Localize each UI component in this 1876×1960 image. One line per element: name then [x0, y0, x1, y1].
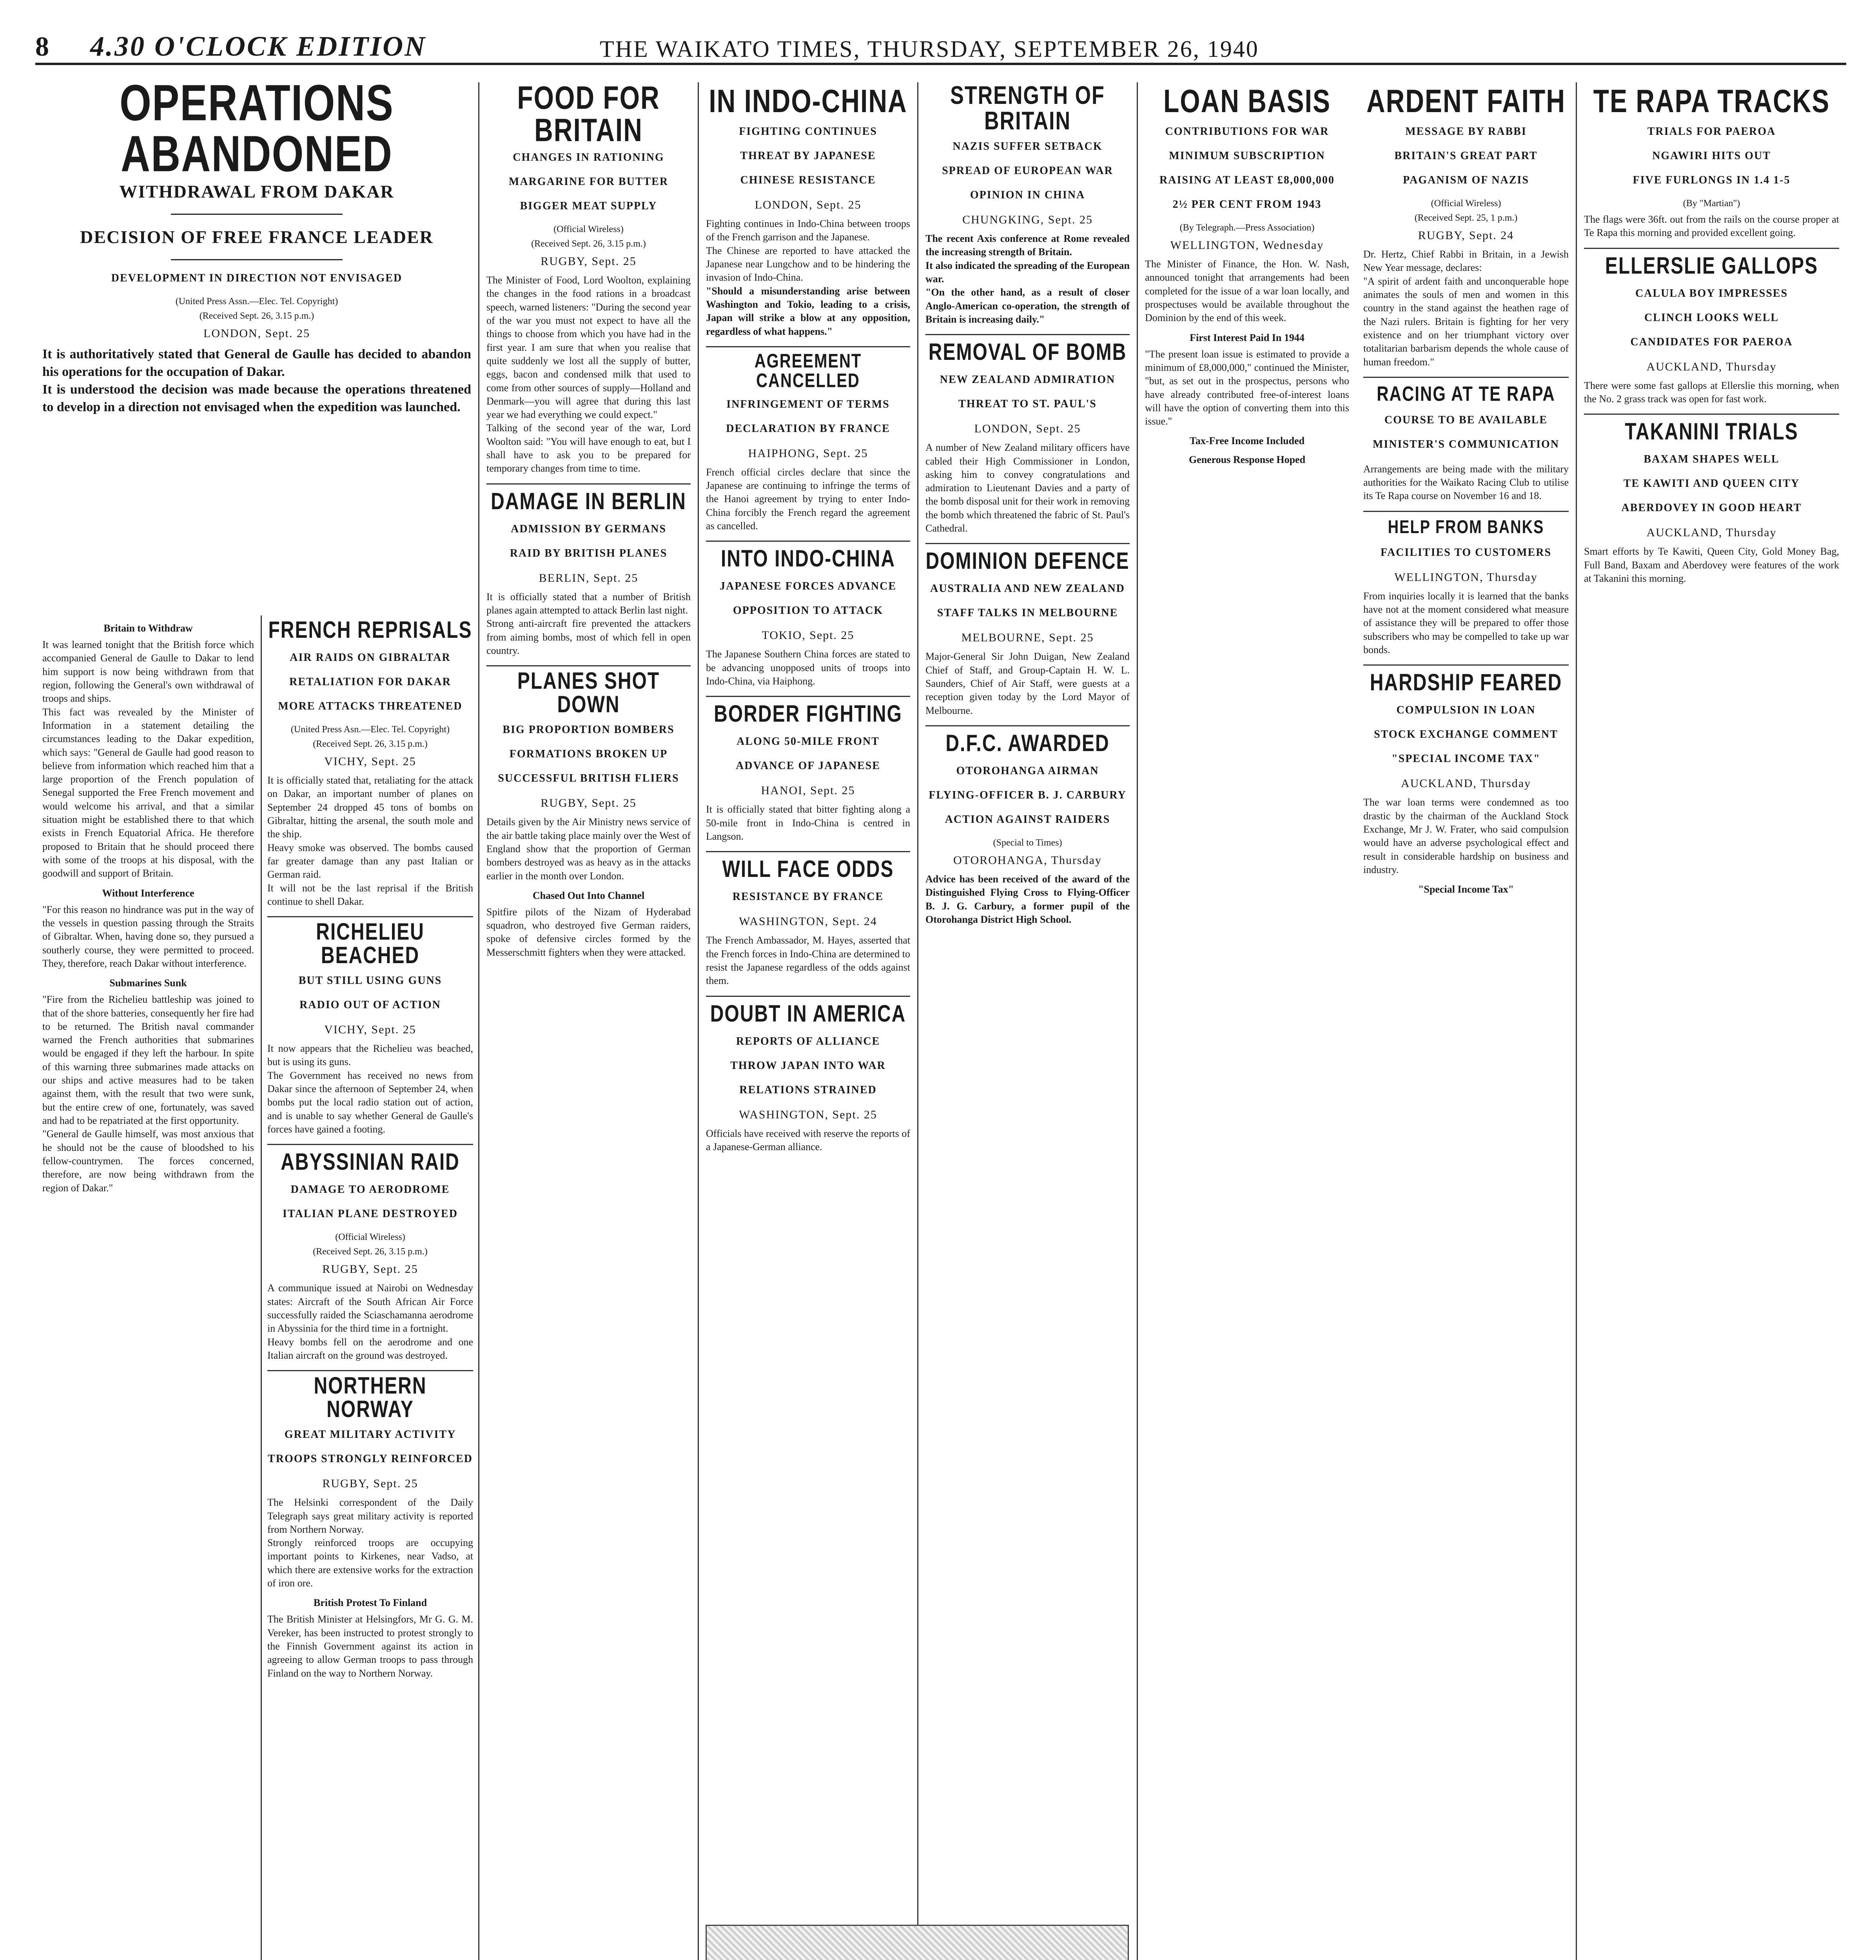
subheading: "Special Income Tax" [1418, 884, 1514, 895]
divider [171, 214, 343, 215]
article-paragraph: Dr. Hertz, Chief Rabbi in Britain, in a Jewish New Year message, declares: [1363, 249, 1569, 274]
deck: RELATIONS STRAINED [739, 1083, 877, 1096]
deck: AIR RAIDS ON GIBRALTAR [290, 652, 451, 664]
article-paragraph: "On the other hand, as a result of closer Anglo-American co-operation, the strength of Britain is increasing daily." [925, 287, 1130, 325]
article-paragraph: Officials have received with reserve the reports of a Japanese-German alliance. [706, 1127, 910, 1152]
headline-dfc-awarded: D.F.C. AWARDED [945, 730, 1110, 757]
headline-planes-shot-down: PLANES SHOT DOWN [517, 668, 660, 718]
article-paragraph: Arrangements are being made with the military authorities for the Waikato Racing Club to utilise its Te Rapa course on November 16 and 18. [1363, 463, 1569, 502]
deck: STAFF TALKS IN MELBOURNE [937, 607, 1118, 619]
deck: MESSAGE BY RABBI [1405, 125, 1527, 138]
dateline-place: AUCKLAND, Thursday [1401, 777, 1531, 790]
article-paragraph: The Government has received no news from Dakar since the afternoon of September 24, when bombs put the local radio station out of action, and is unable to say whether General de Gaulle's forces have gained a footing. [267, 1069, 473, 1135]
deck: TE KAWITI AND QUEEN CITY [1623, 477, 1800, 490]
deck: MORE ATTACKS THREATENED [278, 700, 463, 712]
page-number: 8 [35, 32, 49, 62]
subheading: First Interest Paid In 1944 [1190, 332, 1304, 343]
column-indochina [698, 82, 917, 1960]
article-norway [267, 1370, 473, 1680]
edition-label: 4.30 O'CLOCK EDITION [90, 31, 427, 62]
dateline-place: TOKIO, Sept. 25 [762, 629, 855, 642]
deck: DAMAGE TO AERODROME [290, 1183, 450, 1196]
deck: CHINESE RESISTANCE [740, 174, 876, 186]
wire-credit: (United Press Assn.—Elec. Tel. Copyright) [175, 296, 338, 307]
paper-dateline: THE WAIKATO TIMES, THURSDAY, SEPTEMBER 26, 1940 [600, 36, 1259, 62]
deck: SUCCESSFUL BRITISH FLIERS [498, 772, 679, 785]
deck: JAPANESE FORCES ADVANCE [719, 580, 897, 593]
deck: RADIO OUT OF ACTION [299, 999, 441, 1011]
deck: 2½ PER CENT FROM 1943 [1172, 198, 1322, 211]
article-paragraph: There were some fast gallops at Ellerslie this morning, when the No. 2 grass track was open for fast work. [1584, 379, 1839, 405]
deck: CHANGES IN RATIONING [513, 151, 664, 163]
deck: BIG PROPORTION BOMBERS [503, 724, 675, 736]
dateline-place: WASHINGTON, Sept. 25 [739, 1108, 877, 1121]
subheading: Generous Response Hoped [1188, 454, 1306, 466]
divider [171, 259, 343, 260]
dateline-place: WASHINGTON, Sept. 24 [739, 915, 877, 928]
deck: GREAT MILITARY ACTIVITY [284, 1428, 456, 1441]
headline-hardship-feared: HARDSHIP FEARED [1370, 670, 1562, 696]
dateline-place: LONDON, Sept. 25 [755, 198, 862, 211]
deck: CONTRIBUTIONS FOR WAR [1165, 125, 1329, 138]
dateline-place: RUGBY, Sept. 25 [322, 1263, 418, 1276]
dakar-subcolumn [42, 615, 254, 1960]
headline-french-reprisals: FRENCH REPRISALS [268, 617, 472, 643]
subheading: British Protest To Finland [313, 1597, 427, 1609]
article-paragraph: French official circles declare that since the Japanese are continuing to infringe the terms of the Hanoi agreement by trying to enter Indo-China forcibly the French regard the agreement as cancelled. [706, 466, 910, 532]
article-abyssinia [267, 1144, 473, 1362]
deck: NEW ZEALAND ADMIRATION [940, 374, 1116, 386]
deck: BUT STILL USING GUNS [298, 975, 442, 987]
column-strength [917, 82, 1137, 1960]
article-paragraph: A number of New Zealand military officers have cabled their High Commissioner in London, asking him to convey congratulations and admiration to Lieutenant Davies and a party of the bomb disposal unit for their work in removing the bomb which threatened the fabric of St. Paul's Cathedral. [925, 442, 1130, 534]
article-paragraph: A communique issued at Nairobi on Wednesday states: Aircraft of the South African Air Force successfully raided the Sciaschamanna aerodrome in Abyssinia for the third time in a fortnight. [267, 1282, 473, 1334]
cartoon-illustration [706, 1925, 1129, 1960]
article-planes [486, 665, 691, 959]
deck: ACTION AGAINST RAIDERS [945, 813, 1110, 826]
article-paragraph: It will not be the last reprisal if the British continue to shell Dakar. [267, 882, 473, 907]
received-time: (Received Sept. 26, 3.15 p.m.) [531, 239, 646, 249]
dateline-place: HANOI, Sept. 25 [761, 784, 855, 797]
headline-te-rapa-tracks: TE RAPA TRACKS [1593, 82, 1830, 119]
deck: THROW JAPAN INTO WAR [730, 1059, 886, 1072]
deck: RESISTANCE BY FRANCE [732, 891, 884, 903]
deck: CANDIDATES FOR PAEROA [1630, 336, 1793, 348]
article-paragraph: The war loan terms were condemned as too drastic by the chairman of the Auckland Stock Exchange, Mr J. W. Frater, who said compulsion would have an adverse psychological effect and result in considerable hardship on business and industry. [1363, 797, 1569, 875]
subheading: Chased Out Into Channel [532, 889, 645, 901]
deck: MINISTER'S COMMUNICATION [1372, 438, 1560, 450]
deck: CALULA BOY IMPRESSES [1635, 287, 1788, 299]
deck: SPREAD OF EUROPEAN WAR [942, 165, 1113, 177]
wire-credit: (Special to Times) [993, 837, 1062, 848]
deck: RAID BY BRITISH PLANES [510, 547, 668, 559]
subheading: Tax-Free Income Included [1189, 435, 1305, 447]
deck: RAISING AT LEAST £8,000,000 [1159, 174, 1335, 186]
column-food [478, 82, 698, 1960]
headline-strength-of-britain: STRENGTH OF BRITAIN [950, 82, 1105, 135]
received-time: (Received Sept. 26, 3.15 p.m.) [199, 311, 314, 321]
headline-ellerslie-gallops: ELLERSLIE GALLOPS [1605, 252, 1818, 279]
headline-dominion-defence: DOMINION DEFENCE [925, 548, 1130, 574]
article-paragraph: Heavy bombs fell on the aerodrome and one Italian aircraft on the ground was destroyed. [267, 1336, 473, 1361]
deck: ALONG 50-MILE FRONT [737, 735, 880, 748]
dateline-place: WELLINGTON, Thursday [1394, 570, 1538, 584]
dateline-place: VICHY, Sept. 25 [324, 1023, 416, 1036]
lead-paragraph: It is understood the decision was made because the operations threatened to develop in a direction not envisaged when the expedition was launched. [42, 382, 471, 414]
headline-will-face-odds: WILL FACE ODDS [722, 856, 894, 882]
received-time: (Received Sept. 26, 3.15 p.m.) [313, 1247, 428, 1257]
wire-credit: (Official Wireless) [1431, 198, 1501, 209]
article-paragraph: It is officially stated that bitter fighting along a 50-mile front in Indo-China is centred in Langson. [706, 804, 910, 842]
article-hardship [1363, 664, 1569, 895]
headline-richelieu: RICHELIEU BEACHED [316, 919, 425, 969]
article-paragraph: Fighting continues in Indo-China between troops of the French garrison and the Japanese. [706, 218, 910, 243]
article-paragraph: The Japanese Southern China forces are stated to be advancing unopposed units of troops into Indo-China, via Haiphong. [706, 648, 910, 687]
article-paragraph: The Minister of Food, Lord Woolton, explaining the changes in the food rations in a broadcast speech, warned listeners: "During the second year of the war you must not expect to have all the things to choose from which you have had in the first year. I am sure that when you realise that quite suddenly we lost all the supply of butter, eggs, bacon and condensed milk that used to come from other sources of supply—Holland and Denmark—you will agree that during this last year we had everything we could expect." [486, 274, 691, 421]
dateline-place: LONDON, Sept. 25 [974, 422, 1081, 436]
article-paragraph: Details given by the Air Ministry news service of the air battle taking place mainly over the West of England show that the proportion of German bombers destroyed was as heavy as in the attacks earlier in the month over London. [486, 816, 691, 882]
article-odds [706, 851, 910, 987]
article-paragraph: "Should a misunderstanding arise between Washington and Tokio, leading to a crisis, Japan will strike a blow at any opposition, regardless of what happens." [706, 285, 910, 337]
headline-doubt-in-america: DOUBT IN AMERICA [710, 1000, 906, 1027]
article-paragraph: "For this reason no hindrance was put in the way of the vessels in question passing through the Straits of Gibraltar. When, having done so, they pursued a southerly course, they were permitted to proceed. They, therefore, reach Dakar without interference. [42, 904, 254, 969]
headline-into-indo-china: INTO INDO-CHINA [720, 546, 896, 572]
article-banks [1363, 511, 1569, 657]
article-border [706, 696, 910, 843]
deck: OPINION IN CHINA [970, 189, 1085, 201]
headline-takanini-trials: TAKANINI TRIALS [1625, 419, 1798, 445]
article-paragraph: Advice has been received of the award of the Distinguished Flying Cross to Flying-Officer B. J. G. Carbury, a former pupil of the Otorohanga District High School. [925, 873, 1130, 925]
dateline-place: AUCKLAND, Thursday [1646, 360, 1777, 373]
deck: OTOROHANGA AIRMAN [956, 764, 1099, 777]
headline-loan-basis: LOAN BASIS [1163, 82, 1331, 119]
reprisals-subcolumn [261, 615, 473, 1960]
headline-agreement-cancelled: AGREEMENT CANCELLED [754, 350, 862, 392]
dateline-place: BERLIN, Sept. 25 [539, 571, 639, 584]
article-paragraph: The recent Axis conference at Rome revealed the increasing strength of Britain. [925, 233, 1130, 258]
article-dominion [925, 543, 1130, 717]
deck: TROOPS STRONGLY REINFORCED [268, 1453, 473, 1465]
headline-racing-at-te-rapa: RACING AT TE RAPA [1377, 382, 1555, 405]
deck: FORMATIONS BROKEN UP [509, 748, 668, 760]
article-paragraph: The flags were 36ft. out from the rails on the course proper at Te Rapa this morning and provided excellent going. [1584, 214, 1839, 239]
article-ellerslie [1584, 248, 1839, 406]
headline-damage-in-berlin: DAMAGE IN BERLIN [491, 488, 686, 515]
headline-northern-norway: NORTHERN NORWAY [314, 1373, 427, 1423]
subheading: Submarines Sunk [109, 977, 187, 989]
deck: TRIALS FOR PAEROA [1647, 125, 1776, 138]
article-america [706, 996, 910, 1154]
column-faith [1356, 82, 1576, 1960]
article-paragraph: The Chinese are reported to have attacked the Japanese near Lungchow and to be hindering the invasion of Indo-China. [706, 245, 910, 283]
wire-credit: (By "Martian") [1683, 198, 1740, 209]
deck: FACILITIES TO CUSTOMERS [1380, 546, 1552, 559]
deck: OPPOSITION TO ATTACK [733, 604, 884, 617]
article-takanini [1584, 414, 1839, 585]
column-loan [1137, 82, 1356, 1960]
article-dfc [925, 725, 1130, 926]
dateline-place: RUGBY, Sept. 25 [541, 797, 637, 810]
deck-withdrawal: WITHDRAWAL FROM DAKAR [119, 181, 394, 201]
deck: ABERDOVEY IN GOOD HEART [1621, 502, 1802, 514]
article-berlin [486, 483, 691, 658]
deck: THREAT TO ST. PAUL'S [958, 398, 1097, 410]
article-agreement [706, 346, 910, 533]
dateline-place: AUCKLAND, Thursday [1646, 526, 1777, 539]
deck: MARGARINE FOR BUTTER [508, 176, 669, 188]
deck: INFRINGEMENT OF TERMS [726, 398, 890, 410]
deck: BRITAIN'S GREAT PART [1394, 150, 1538, 162]
headline-food-for-britain: FOOD FOR BRITAIN [517, 82, 660, 148]
deck: ADVANCE OF JAPANESE [736, 760, 880, 772]
deck: RETALIATION FOR DAKAR [289, 676, 451, 688]
deck: BIGGER MEAT SUPPLY [520, 200, 657, 212]
article-paragraph: Major-General Sir John Duigan, New Zealand Chief of Staff, and Group-Captain H. W. L. Saunders, Chief of Air Staff, were guests at a reception given today by the Lord Mayor of Melbourne. [925, 651, 1130, 716]
cartoon-frame [706, 1913, 1129, 1960]
article-paragraph: Smart efforts by Te Kawiti, Queen City, Gold Money Bag, Full Band, Baxam and Aberdovey were features of the work at Takanini this morning. [1584, 546, 1839, 584]
article-paragraph: The Minister of Finance, the Hon. W. Nash, announced tonight that arrangements had been completed for the issue of a war loan locally, and prospectuses would be available throughout the Dominion by the end of this week. [1145, 258, 1349, 324]
deck: NGAWIRI HITS OUT [1652, 150, 1771, 162]
deck: FLYING-OFFICER B. J. CARBURY [929, 789, 1127, 801]
masthead [35, 31, 1846, 65]
received-time: (Received Sept. 25, 1 p.m.) [1414, 213, 1518, 223]
deck: COMPULSION IN LOAN [1396, 704, 1536, 717]
wire-credit: (Official Wireless) [553, 224, 624, 234]
dateline-place: OTOROHANGA, Thursday [953, 853, 1102, 867]
article-paragraph: "General de Gaulle himself, was most anxious that he should not be the cause of bloodshed to his fellow-countrymen. The forces concerned, therefore, are now being withdrawn from the region of Dakar." [42, 1128, 254, 1194]
headline-removal-of-bomb: REMOVAL OF BOMB [928, 339, 1127, 365]
article-paragraph: Strongly reinforced troops are occupying important points to Kirkenes, near Vadso, at which there are extensive works for the extraction of iron ore. [267, 1537, 473, 1589]
deck-development: DEVELOPMENT IN DIRECTION NOT ENVISAGED [111, 272, 403, 284]
article-bomb [925, 334, 1130, 535]
deck: STOCK EXCHANGE COMMENT [1374, 728, 1558, 741]
article-paragraph: The Helsinki correspondent of the Daily Telegraph says great military activity is reported from Northern Norway. [267, 1497, 473, 1535]
article-paragraph: From inquiries locally it is learned that the banks have not at the moment considered what measure of assistance they will be prepared to offer those subscribers who may be compelled to take up war bonds. [1363, 590, 1569, 655]
headline-ardent-faith: ARDENT FAITH [1366, 82, 1566, 119]
headline-help-from-banks: HELP FROM BANKS [1388, 517, 1544, 537]
deck: ITALIAN PLANE DESTROYED [283, 1208, 458, 1220]
headline-in-indo-china: IN INDO-CHINA [709, 82, 907, 119]
dateline-place: MELBOURNE, Sept. 25 [961, 631, 1094, 644]
column-dakar [35, 82, 478, 1960]
article-paragraph: "The present loan issue is estimated to provide a minimum of £8,000,000," continued the Minister, "but, as set out in the prospectus, persons who have already contributed free-of-interest loans will have the option of converting them into this issue." [1145, 348, 1349, 427]
deck: THREAT BY JAPANESE [740, 150, 876, 162]
article-richelieu [267, 916, 473, 1136]
article-paragraph: The British Minister at Helsingfors, Mr G. G. M. Vereker, has been instructed to protest strongly to the Finnish Government against its action in agreeing to allow German troops to pass through Finland on the way to Northern Norway. [267, 1613, 473, 1679]
deck-decision: DECISION OF FREE FRANCE LEADER [80, 227, 434, 247]
deck: DECLARATION BY FRANCE [726, 422, 890, 435]
headline-operations-abandoned: OPERATIONS ABANDONED [120, 82, 394, 183]
dateline-place: HAIPHONG, Sept. 25 [748, 446, 868, 460]
dateline-place: RUGBY, Sept. 25 [322, 1477, 418, 1490]
dateline-place: CHUNGKING, Sept. 25 [962, 213, 1093, 226]
lead-paragraph: It is authoritatively stated that General de Gaulle has decided to abandon his operations for the occupation of Dakar. [42, 347, 471, 379]
wire-credit: (Official Wireless) [335, 1232, 405, 1243]
dateline-place: RUGBY, Sept. 24 [1418, 229, 1514, 242]
article-paragraph: It also indicated the spreading of the European war. [925, 260, 1130, 285]
article-paragraph: Talking of the second year of the war, Lord Woolton said: "You will have enough to eat, but I shall have to ask you to be prepared for temporary changes from time to time. [486, 422, 691, 474]
article-paragraph: It is officially stated that, retaliating for the attack on Dakar, an important number of planes on September 24 dropped 45 tons of bombs on Gibraltar, hitting the arsenal, the south mole and the ship. [267, 775, 473, 840]
deck: CLINCH LOOKS WELL [1644, 311, 1779, 324]
article-paragraph: "A spirit of ardent faith and unconquerable hope animates the souls of men and women in this country in the stand against the heathen rage of the Nazi rulers. Britain is fighting for her very existence and on her triumphant victory over totalitarian barbarism depends the whole cause of human freedom." [1363, 275, 1569, 368]
dateline-place: VICHY, Sept. 25 [324, 755, 416, 768]
deck: FIGHTING CONTINUES [739, 125, 877, 138]
deck: NAZIS SUFFER SETBACK [953, 140, 1103, 152]
article-into-indo-china [706, 541, 910, 688]
article-paragraph: "Fire from the Richelieu battleship was joined to that of the shore batteries, consequently her fire had to be returned. The British naval commander warned the French authorities that submarines would be engaged if they left the harbour. In spite of this warning three submarines made attacks on our ships and active measures had to be taken against them, with the result that two were sunk, but the entire crew of one, fortunately, was saved and had to be repatriated at the first opportunity. [42, 994, 254, 1126]
article-paragraph: It now appears that the Richelieu was beached, but is using its guns. [267, 1043, 473, 1068]
dateline-place: WELLINGTON, Wednesday [1170, 239, 1324, 252]
headline-border-fighting: BORDER FIGHTING [714, 701, 902, 727]
wire-credit: (United Press Asn.—Elec. Tel. Copyright) [290, 724, 450, 735]
subheading: Britain to Withdraw [103, 622, 193, 634]
deck: REPORTS OF ALLIANCE [736, 1035, 880, 1047]
article-paragraph: This fact was revealed by the Minister of Information in a statement detailing the circumstances leading to the Dakar expedition, which says: "General de Gaulle had good reason to believe from information which reached him that a large proportion of the French population of Senegal supported the Free French movement and would welcome his arrival, and that a similar situation might be established there to that which exists in French Equatorial Africa. He therefore proposed to Britain that he should proceed there with some of the troops at his disposal, with the goodwill and support of Britain. [42, 706, 254, 879]
deck: FIVE FURLONGS IN 1.4 1-5 [1633, 174, 1791, 186]
article-paragraph: It is officially stated that a number of British planes again attempted to attack Berlin last night. [486, 591, 691, 616]
article-paragraph: The French Ambassador, M. Hayes, asserted that the French forces in Indo-China are determined to resist the Japanese regardless of the odds against them. [706, 935, 910, 987]
headline-abyssinian-raid: ABYSSINIAN RAID [281, 1149, 460, 1175]
wire-credit: (By Telegraph.—Press Association) [1179, 223, 1315, 233]
deck: MINIMUM SUBSCRIPTION [1169, 150, 1325, 162]
deck: PAGANISM OF NAZIS [1403, 174, 1529, 186]
article-racing [1363, 377, 1569, 503]
column-sport [1576, 82, 1846, 1960]
deck: BAXAM SHAPES WELL [1644, 453, 1780, 466]
dateline-place: LONDON, Sept. 25 [203, 327, 310, 340]
deck: ADMISSION BY GERMANS [511, 523, 666, 535]
deck: COURSE TO BE AVAILABLE [1384, 414, 1548, 426]
subheading: Without Interference [102, 887, 194, 899]
dateline-place: RUGBY, Sept. 25 [541, 255, 637, 268]
deck: AUSTRALIA AND NEW ZEALAND [930, 583, 1125, 595]
article-paragraph: It was learned tonight that the British force which accompanied General de Gaulle to Dakar to lend him support is now being withdrawn from that region, following the General's own withdrawal of troops and ships. [42, 639, 254, 704]
deck: "SPECIAL INCOME TAX" [1392, 753, 1540, 765]
article-paragraph: Strong anti-aircraft fire prevented the attackers from aiming bombs, most of which fell in open country. [486, 618, 691, 656]
article-paragraph: Heavy smoke was observed. The bombs caused far greater damage than any past Italian or German raid. [267, 842, 473, 880]
received-time: (Received Sept. 26, 3.15 p.m.) [313, 739, 428, 749]
article-paragraph: Spitfire pilots of the Nizam of Hyderabad squadron, who destroyed five German raiders, spoke of defensive circles formed by the Messerschmitt fighters when they were attacked. [486, 906, 691, 958]
